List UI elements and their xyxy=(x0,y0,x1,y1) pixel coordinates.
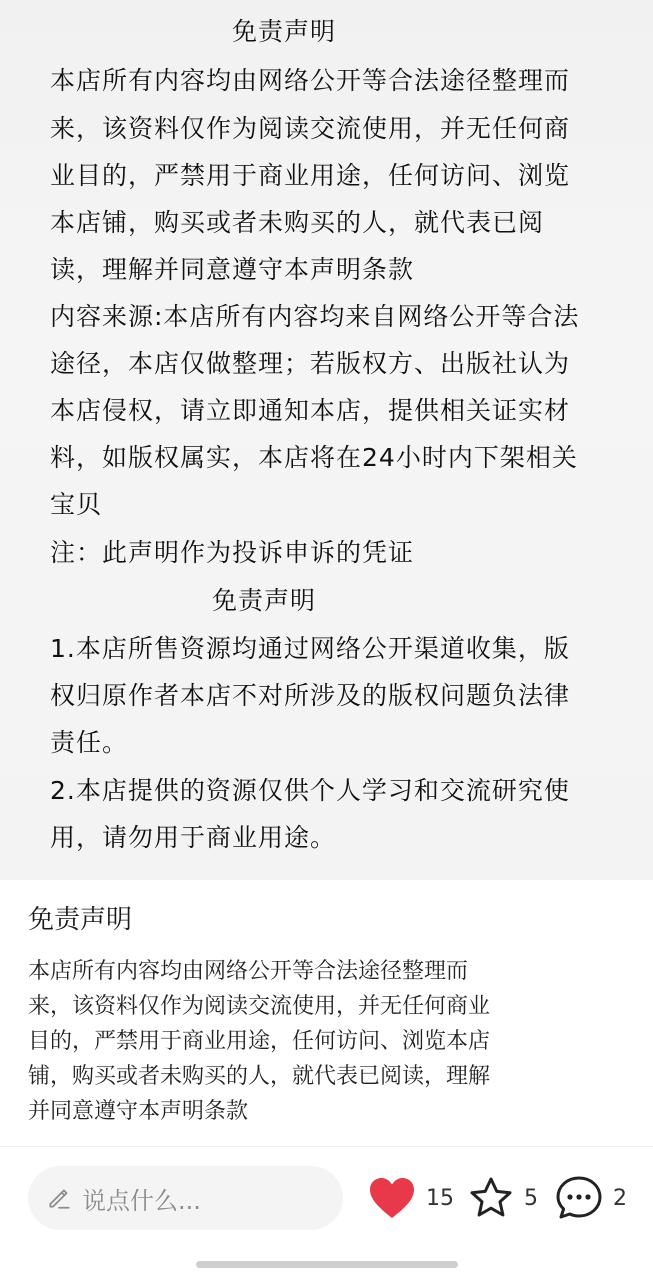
pencil-icon xyxy=(46,1185,72,1211)
image-text-line: 来，该资料仅作为阅读交流使用，并无任何商 xyxy=(50,114,571,143)
like-button[interactable] xyxy=(368,1171,454,1225)
like-count: 15 xyxy=(426,1185,454,1211)
comment-button[interactable] xyxy=(555,1171,627,1225)
image-text-line: 业目的，严禁用于商业用途，任何访问、浏览 xyxy=(50,161,571,190)
post-body-line: 并同意遵守本声明条款 xyxy=(28,1099,249,1124)
post-body-line: 目的，严禁用于商业用途，任何访问、浏览本店 xyxy=(28,1029,491,1054)
image-text-line: 1.本店所售资源均通过网络公开渠道收集，版 xyxy=(50,634,570,663)
collect-count: 5 xyxy=(524,1185,538,1211)
heart-icon xyxy=(368,1176,416,1220)
image-text-line: 读，理解并同意遵守本声明条款 xyxy=(50,255,415,284)
comment-input[interactable] xyxy=(28,1166,343,1230)
post-body xyxy=(28,954,628,1129)
image-text-line: 本店铺，购买或者未购买的人，就代表已阅 xyxy=(50,208,545,237)
image-text-line: 责任。 xyxy=(50,728,129,757)
comment-placeholder: 说点什么... xyxy=(82,1186,201,1215)
collect-button[interactable] xyxy=(468,1171,538,1225)
image-text-line: 用，请勿用于商业用途。 xyxy=(50,823,337,852)
image-text-line: 本店侵权，请立即通知本店，提供相关证实材 xyxy=(50,396,571,425)
home-indicator[interactable] xyxy=(196,1261,458,1268)
bottom-action-bar xyxy=(0,1146,653,1279)
comment-count: 2 xyxy=(613,1185,627,1211)
image-text-line: 注：此声明作为投诉申诉的凭证 xyxy=(50,538,415,567)
post-title: 免责声明 xyxy=(28,905,133,935)
star-icon xyxy=(468,1176,514,1220)
image-text-line: 途径，本店仅做整理；若版权方、出版社认为 xyxy=(50,349,571,378)
post-body-line: 来，该资料仅作为阅读交流使用，并无任何商业 xyxy=(28,994,491,1019)
image-text-line: 宝贝 xyxy=(50,490,103,519)
chat-bubble-icon xyxy=(555,1175,603,1221)
post-body-line: 本店所有内容均由网络公开等合法途径整理而 xyxy=(28,959,469,984)
image-text-line: 料，如版权属实，本店将在24小时内下架相关 xyxy=(50,443,578,472)
image-text-line: 内容来源:本店所有内容均来自网络公开等合法 xyxy=(50,302,580,331)
image-text-line: 免责声明 xyxy=(212,586,317,615)
image-text-line: 2.本店提供的资源仅供个人学习和交流研究使 xyxy=(50,776,570,805)
image-text-line: 免责声明 xyxy=(232,17,337,46)
image-text-line: 权归原作者本店不对所涉及的版权问题负法律 xyxy=(50,681,571,710)
post-body-line: 铺，购买或者未购买的人，就代表已阅读，理解 xyxy=(28,1064,491,1089)
image-text-line: 本店所有内容均由网络公开等合法途径整理而 xyxy=(50,66,571,95)
